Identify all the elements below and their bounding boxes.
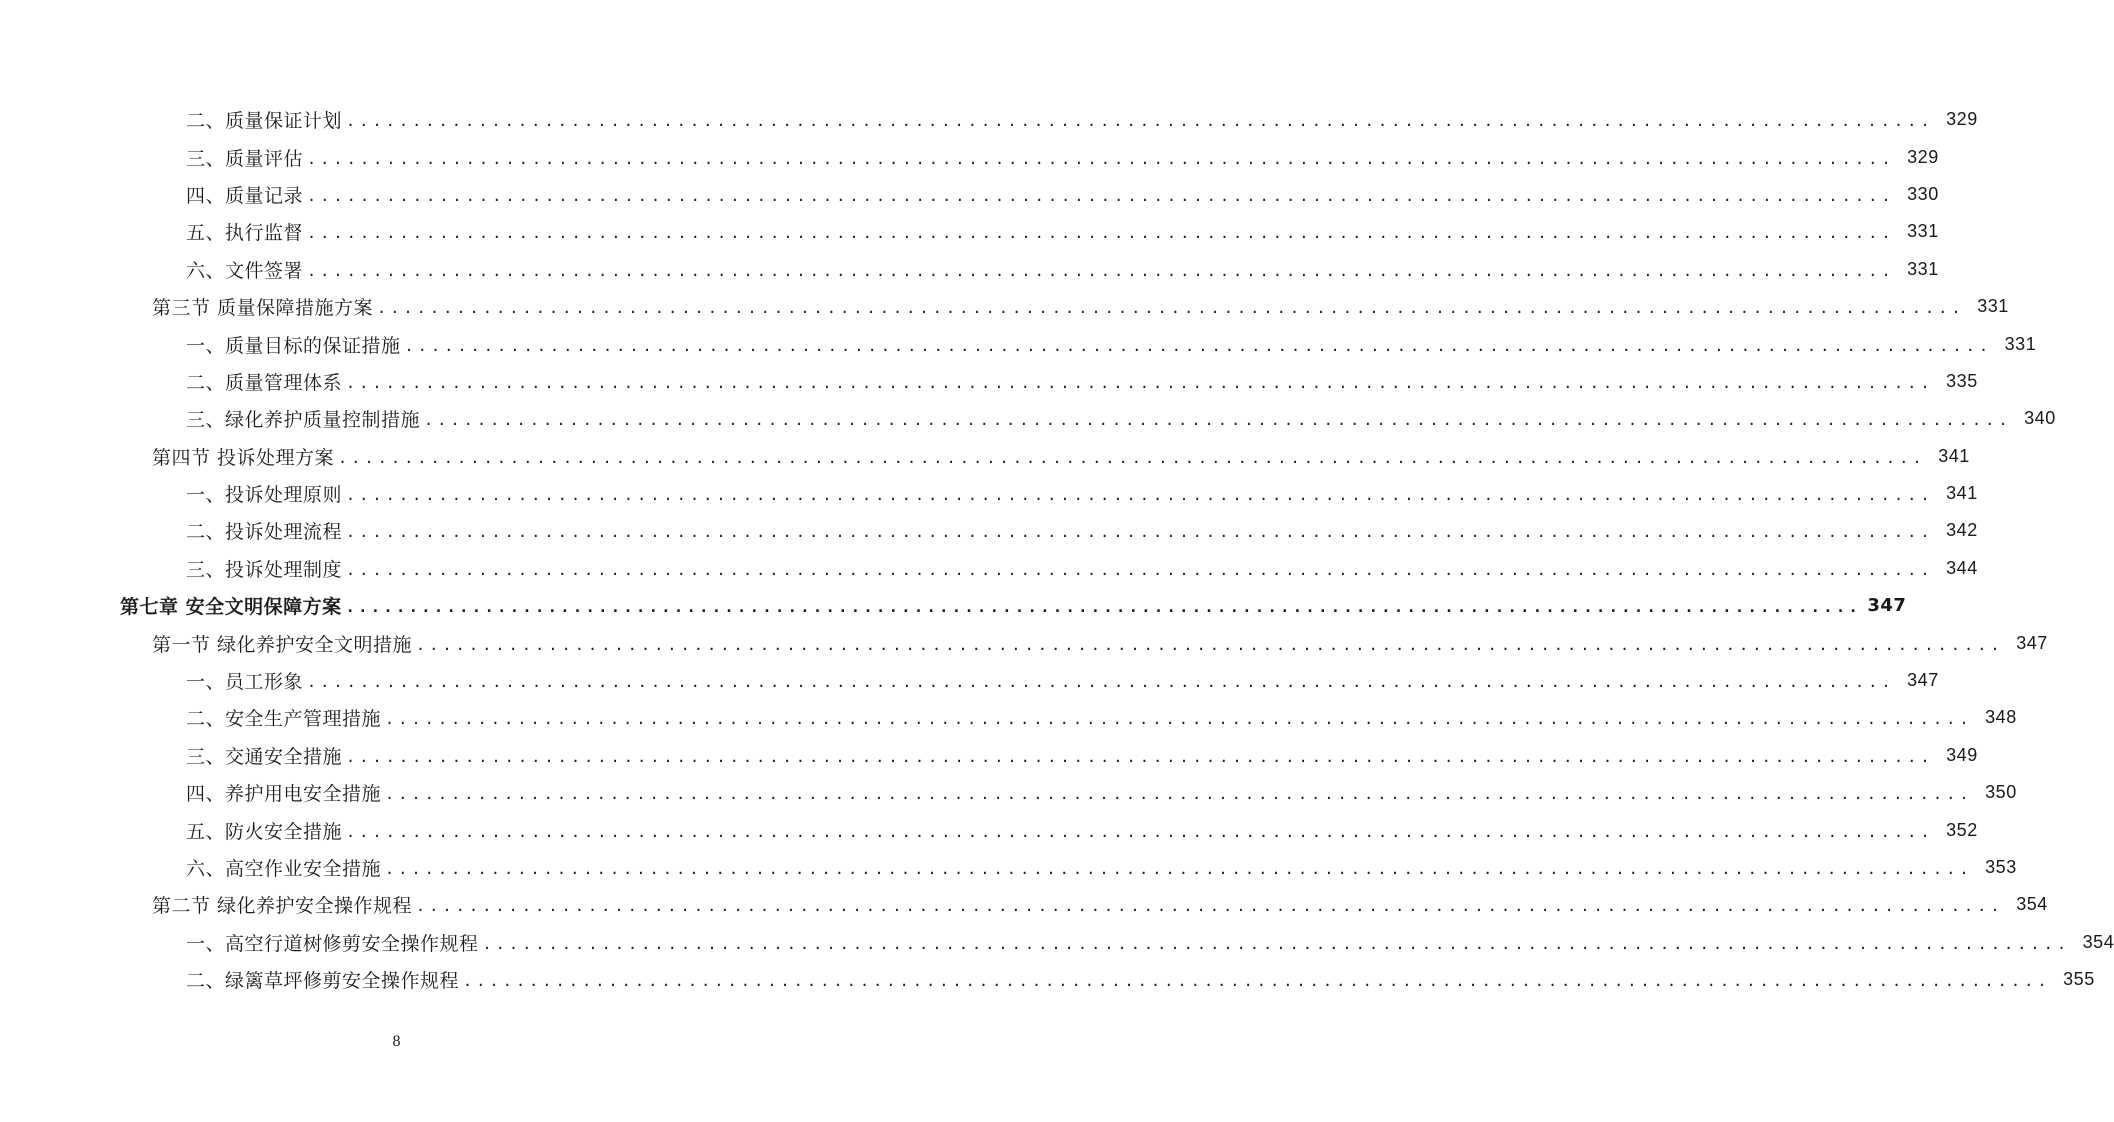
toc-entry-item[interactable] [0, 924, 2114, 961]
toc-entry-page-number: 341 [1938, 445, 1970, 466]
toc-entry-item[interactable] [0, 400, 2056, 437]
toc-entry-item[interactable] [0, 737, 1978, 774]
toc-entry-item[interactable] [0, 363, 1978, 400]
toc-entry-title: 三、绿化养护质量控制措施 [186, 409, 421, 432]
toc-dot-leader: ........................................................................................................................ [346, 486, 1934, 505]
toc-entry-item[interactable] [0, 662, 1939, 699]
toc-dot-leader: ........................................................................................................................ [385, 860, 1973, 878]
toc-entry-title: 第七章 安全文明保障方案 [120, 596, 342, 619]
toc-entry-page-number: 347 [2016, 632, 2048, 653]
toc-entry-title: 第二节 绿化养护安全操作规程 [152, 895, 413, 918]
toc-dot-leader: ........................................................................................................................ [463, 972, 2051, 991]
toc-entry-page-number: 330 [1907, 183, 1939, 204]
toc-entry-page-number: 354 [2082, 931, 2114, 952]
toc-entry-page-number: 331 [1977, 296, 2009, 317]
toc-entry-page-number: 342 [1946, 520, 1978, 541]
toc-entry-item[interactable] [0, 699, 2017, 736]
toc-entry-item[interactable] [0, 325, 2037, 362]
toc-entry-title: 四、质量记录 [186, 184, 304, 207]
toc-entry-item[interactable] [0, 176, 1939, 213]
toc-entry-title: 六、文件签署 [186, 259, 304, 282]
toc-entry-item[interactable] [0, 213, 1939, 250]
toc-entry-title: 六、高空作业安全措施 [186, 858, 382, 880]
toc-entry-title: 一、员工形象 [186, 671, 304, 694]
toc-entry-page-number: 331 [2004, 333, 2037, 354]
toc-entry-title: 一、质量目标的保证措施 [186, 334, 401, 357]
toc-dot-leader: ........................................................................................................................ [346, 523, 1934, 542]
page-number: 8 [392, 1033, 401, 1050]
toc-entry-page-number: 331 [1907, 258, 1939, 279]
toc-entry-page-number: 349 [1946, 744, 1978, 765]
toc-dot-leader: ........................................................................................................................ [416, 897, 2004, 916]
toc-entry-title: 二、绿篱草坪修剪安全操作规程 [186, 970, 460, 993]
toc-entry-item[interactable] [0, 101, 1978, 138]
toc-entry-title: 第三节 质量保障措施方案 [152, 297, 374, 320]
toc-entry-title: 二、投诉处理流程 [186, 521, 343, 544]
toc-entry-page-number: 329 [1946, 109, 1978, 130]
toc-entry-page-number: 341 [1946, 483, 1978, 504]
toc-entry-page-number: 347 [1867, 595, 1907, 617]
toc-entry-page-number: 347 [1907, 670, 1939, 691]
toc-entry-title: 二、质量保证计划 [186, 110, 343, 133]
toc-entry-title: 三、投诉处理制度 [186, 558, 343, 581]
toc-entry-title: 一、高空行道树修剪安全操作规程 [186, 932, 479, 955]
toc-entry-title: 第四节 投诉处理方案 [152, 446, 335, 469]
toc-entry-page-number: 348 [1985, 707, 2017, 728]
toc-dot-leader: ........................................................................................................................ [346, 112, 1934, 131]
toc-dot-leader: ........................................................................................................................ [307, 186, 1895, 205]
toc-entry-page-number: 344 [1946, 557, 1978, 578]
toc-entry-title: 五、防火安全措施 [186, 820, 343, 843]
toc-dot-leader: ........................................................................................................................ [338, 448, 1926, 467]
toc-dot-leader: ........................................................................................................................ [385, 785, 1973, 804]
toc-entry-title: 四、养护用电安全措施 [186, 783, 382, 806]
toc-dot-leader: ........................................................................................................................ [307, 149, 1895, 168]
toc-dot-leader: ........................................................................................................................ [346, 560, 1934, 579]
toc-entry-chapter[interactable] [0, 587, 1907, 624]
toc-dot-leader: ........................................................................................................................ [346, 747, 1934, 766]
toc-entry-page-number: 329 [1907, 146, 1939, 167]
toc-entry-item[interactable] [0, 138, 1939, 175]
toc-dot-leader: ........................................................................................................................ [346, 373, 1934, 392]
toc-entry-title: 二、安全生产管理措施 [186, 708, 382, 731]
toc-entry-page-number: 331 [1907, 221, 1939, 242]
toc-entry-section[interactable] [0, 438, 1970, 475]
toc-entry-item[interactable] [0, 774, 2017, 811]
toc-dot-leader: ........................................................................................................................ [482, 934, 2071, 953]
toc-entry-item[interactable] [0, 251, 1939, 288]
toc-dot-leader: ........................................................................................................................ [307, 673, 1895, 692]
toc-entry-title: 二、质量管理体系 [186, 371, 343, 394]
toc-entry-page-number: 335 [1946, 370, 1978, 391]
toc-dot-leader: ........................................................................................................................ [307, 224, 1895, 243]
toc-entry-page-number: 350 [1985, 782, 2017, 803]
toc-entry-page-number: 355 [2063, 969, 2095, 990]
toc-entry-item[interactable] [0, 512, 1978, 549]
toc-entry-title: 三、交通安全措施 [186, 745, 343, 768]
toc-entry-title: 五、执行监督 [186, 222, 304, 245]
toc-dot-leader: ........................................................................................................................ [346, 822, 1934, 841]
toc-entry-page-number: 353 [1985, 857, 2017, 877]
toc-entry-title: 一、投诉处理原则 [186, 484, 343, 507]
toc-entry-section[interactable] [0, 288, 2009, 325]
toc-entry-section[interactable] [0, 886, 2048, 923]
toc-dot-leader: ........................................................................................................................ [404, 336, 1993, 355]
toc-entry-title: 第一节 绿化养护安全文明措施 [152, 633, 413, 656]
toc-entry-item[interactable] [0, 961, 2095, 998]
toc-dot-leader: ........................................................................................................................ [416, 635, 2004, 654]
toc-entry-item[interactable] [0, 811, 1978, 848]
toc-dot-leader: ........................................................................................................................ [385, 710, 1973, 729]
toc-entry-item[interactable] [0, 550, 1978, 587]
toc-dot-leader: ........................................................................................................................ [345, 598, 1862, 617]
toc-entry-title: 三、质量评估 [186, 147, 304, 170]
toc-entry-section[interactable] [0, 624, 2048, 661]
table-of-contents [0, 101, 2114, 998]
toc-dot-leader: ........................................................................................................................ [424, 411, 2012, 430]
toc-entry-item[interactable] [0, 475, 1978, 512]
toc-entry-item[interactable] [0, 849, 2017, 886]
toc-entry-page-number: 340 [2024, 408, 2056, 429]
toc-dot-leader: ........................................................................................................................ [377, 299, 1965, 318]
toc-dot-leader: ........................................................................................................................ [307, 261, 1895, 280]
toc-entry-page-number: 354 [2016, 894, 2048, 915]
toc-entry-page-number: 352 [1946, 819, 1978, 840]
